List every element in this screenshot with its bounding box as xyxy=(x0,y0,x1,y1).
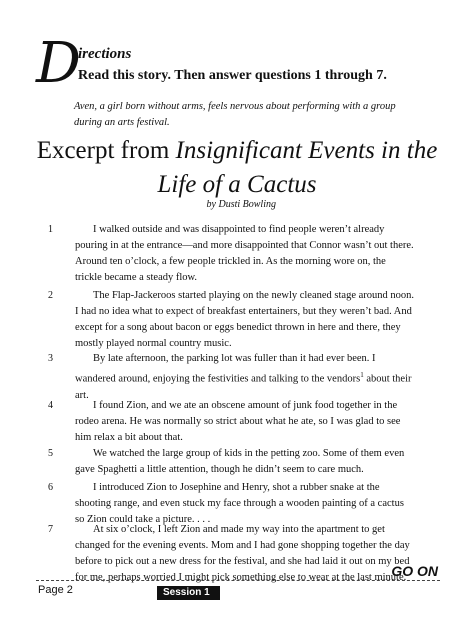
story-intro: Aven, a girl born without arms, feels nervous about performing with a group during an arts festival. xyxy=(74,101,396,128)
directions-text: Read this story. Then answer questions 1 through 7. xyxy=(78,68,387,83)
paragraph-text xyxy=(75,351,415,404)
paragraph-1 xyxy=(48,222,415,286)
directions-drop-cap: D xyxy=(36,31,81,96)
paragraph-5 xyxy=(48,446,415,478)
paragraph-text-after: about their art. xyxy=(75,373,412,401)
paragraph-text: The Flap-Jackeroos started playing on the newly cleaned stage around noon. I had no idea what to expect of breakfast entertainers, but they weren’t bad. And except for a song about bacon or eggs benedict thrown in here and there, they mostly played normal country music. xyxy=(75,290,415,349)
paragraph-text: I introduced Zion to Josephine and Henry, shot a rubber snake at the shooting range, and even stuck my face through a wooden painting of a cactus so Zion could take a picture. . . . xyxy=(75,482,404,525)
paragraph-2 xyxy=(48,288,415,352)
paragraph-text: I found Zion, and we ate an obscene amount of junk food together in the rodeo arena. He was normally so strict about what he ate, so I was glad to see him relax a bit about that. xyxy=(75,400,401,443)
paragraph-number: 2 xyxy=(48,290,53,301)
paragraph-6 xyxy=(48,480,415,528)
footer-divider xyxy=(36,580,440,581)
title-italic-1: Insignificant Events in the xyxy=(175,137,438,164)
paragraph-text: We watched the large group of kids in the petting zoo. Some of them even gave Spaghetti a little attention, though he didn’t seem to care much. xyxy=(75,448,405,475)
page-number: Page 2 xyxy=(38,584,73,596)
paragraph-number: 1 xyxy=(48,224,53,235)
title-italic-2: Life of a Cactus xyxy=(157,171,317,198)
footnote-marker: 1 xyxy=(360,371,364,379)
directions-header xyxy=(36,31,456,96)
paragraph-7 xyxy=(48,522,415,586)
paragraph-text: At six o’clock, I left Zion and made my way into the apartment to get changed for the evening events. Mom and I had gone shopping together the day before to pick out a new dress for the festival, and she had laid it out on my bed for me, perhaps worried I might pick something else to wear at the last minute. xyxy=(75,524,410,583)
paragraph-text-before: By late afternoon, the parking lot was fuller than it had ever been. I wandered around, enjoying the festivities and talking to the vendors xyxy=(75,353,376,385)
paragraph-3 xyxy=(48,351,415,404)
paragraph-number: 6 xyxy=(48,482,53,493)
paragraph-text: I walked outside and was disappointed to find people weren’t already pouring in at the entrance—and more disappointed that Connor wasn’t out there. Around ten o’clock, a few people trickled in. As the morning wore on, the trickle became a steady flow. xyxy=(75,224,414,283)
session-badge: Session 1 xyxy=(157,586,220,600)
directions-title: irections xyxy=(78,46,132,62)
paragraph-number: 3 xyxy=(48,353,53,364)
paragraph-number: 5 xyxy=(48,448,53,459)
go-on-label: GO ON xyxy=(391,563,438,579)
paragraph-4 xyxy=(48,398,415,446)
byline: by Dusti Bowling xyxy=(206,199,276,210)
paragraph-number: 7 xyxy=(48,524,53,535)
story-title xyxy=(20,134,454,202)
title-regular: Excerpt from xyxy=(36,137,176,164)
paragraph-number: 4 xyxy=(48,400,53,411)
